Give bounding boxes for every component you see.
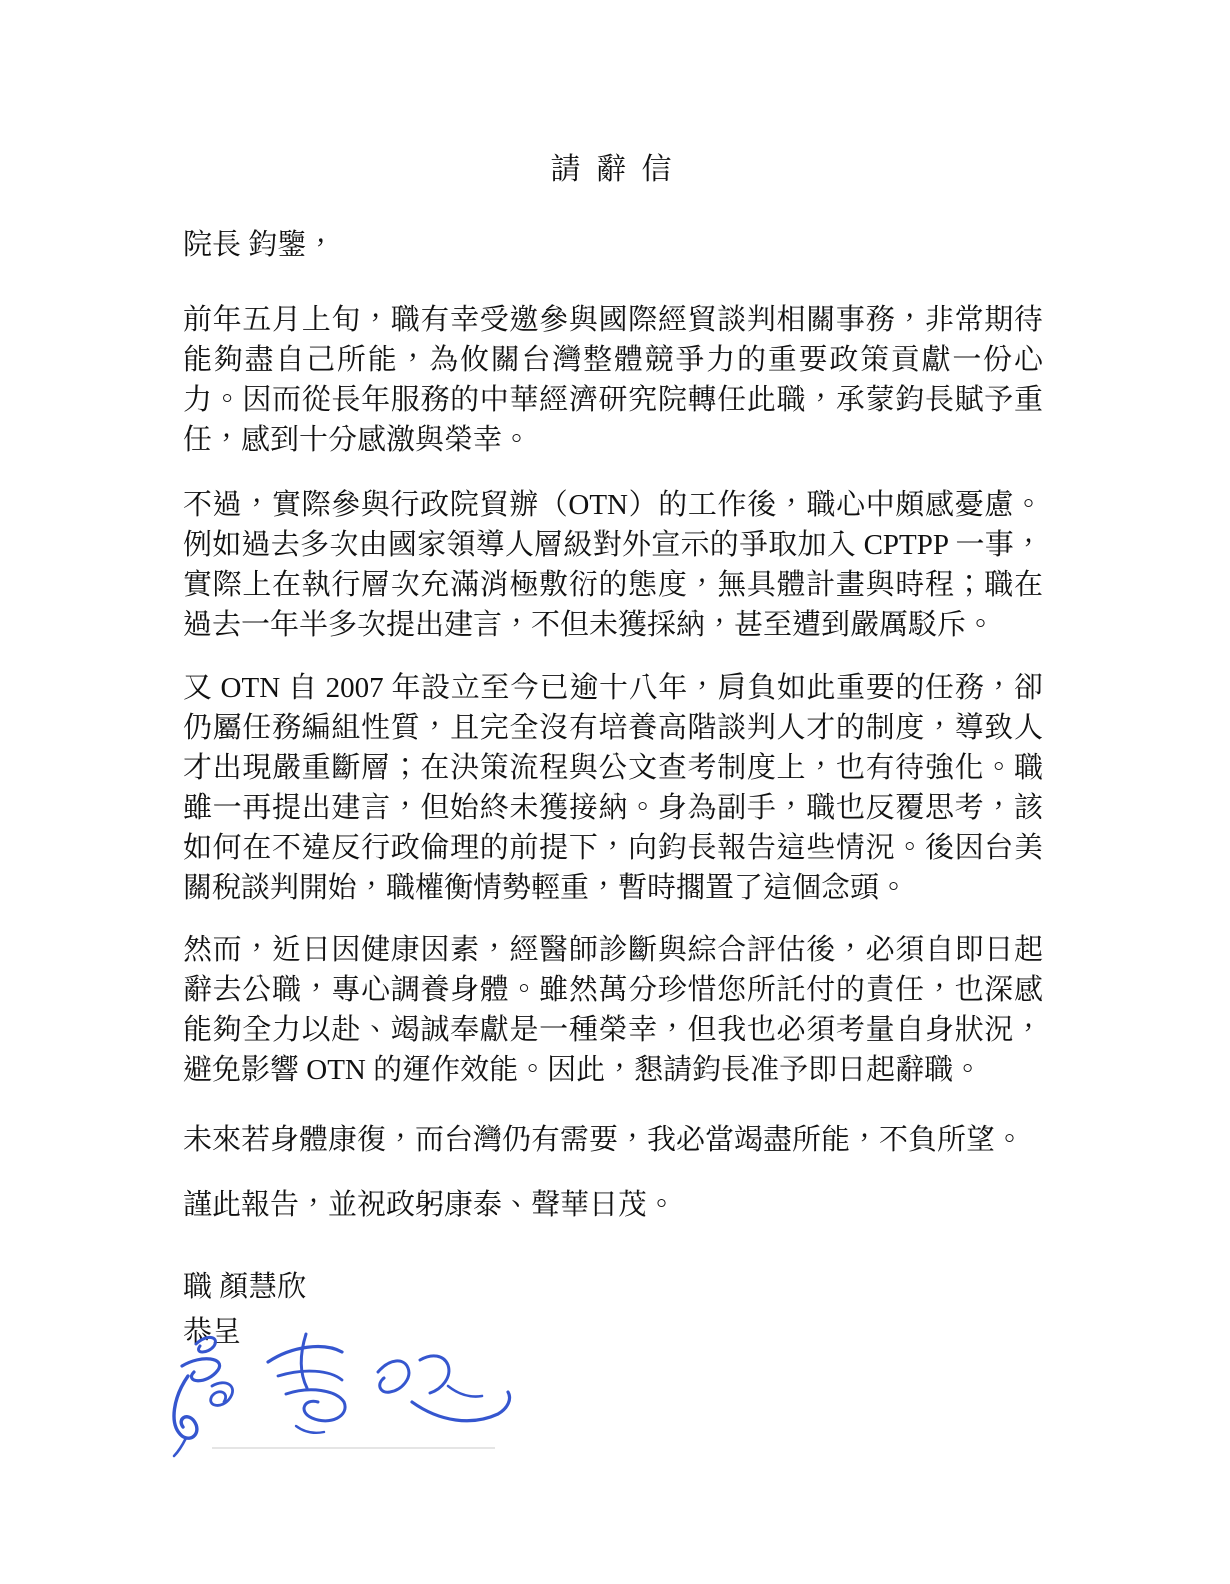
paragraph-2: 不過，實際參與行政院貿辦（OTN）的工作後，職心中頗感憂慮。例如過去多次由國家領導人層級對外宣示的爭取加入 CPTPP 一事，實際上在執行層次充滿消極敷衍的態度，無具體計畫與時程；職在過去一年半多次提出建言，不但未獲採納，甚至遭到嚴厲駁斥。 [183, 489, 1043, 641]
paragraph-3: 又 OTN 自 2007 年設立至今已逾十八年，肩負如此重要的任務，卻仍屬任務編組性質，且完全沒有培養高階談判人才的制度，導致人才出現嚴重斷層；在決策流程與公文查考制度上，也有待強化。職雖一再提出建言，但始終未獲接納。身為副手，職也反覆思考，該如何在不違反行政倫理的前提下，向鈞長報告這些情況。後因台美關稅談判開始，職權衡情勢輕重，暫時擱置了這個念頭。 [183, 672, 1043, 904]
handwritten-signature [152, 1326, 522, 1461]
signature-strokes [174, 1334, 510, 1456]
respect-line: 恭呈 [183, 1316, 242, 1348]
letter-title: 請 辭 信 [550, 153, 676, 186]
salutation: 院長 鈞鑒， [183, 229, 336, 261]
paragraph-6: 謹此報告，並祝政躬康泰、聲華日茂。 [183, 1189, 677, 1221]
paragraph-1: 前年五月上旬，職有幸受邀參與國際經貿談判相關事務，非常期待能夠盡自己所能，為攸關台灣整體競爭力的重要政策貢獻一份心力。因而從長年服務的中華經濟研究院轉任此職，承蒙鈞長賦予重任，感到十分感激與榮幸。 [183, 304, 1043, 456]
signature-underline-smudge [212, 1447, 495, 1449]
paragraph-4: 然而，近日因健康因素，經醫師診斷與綜合評估後，必須自即日起辭去公職，專心調養身體。雖然萬分珍惜您所託付的責任，也深感能夠全力以赴、竭誠奉獻是一種榮幸，但我也必須考量自身狀況，避免影響 OTN 的運作效能。因此，懇請鈞長准予即日起辭職。 [183, 934, 1043, 1086]
signer-line: 職 顏慧欣 [183, 1271, 307, 1303]
signature-ink-svg [152, 1326, 522, 1461]
paragraph-5: 未來若身體康復，而台灣仍有需要，我必當竭盡所能，不負所望。 [183, 1124, 1025, 1156]
letter-content [183, 150, 1043, 1355]
